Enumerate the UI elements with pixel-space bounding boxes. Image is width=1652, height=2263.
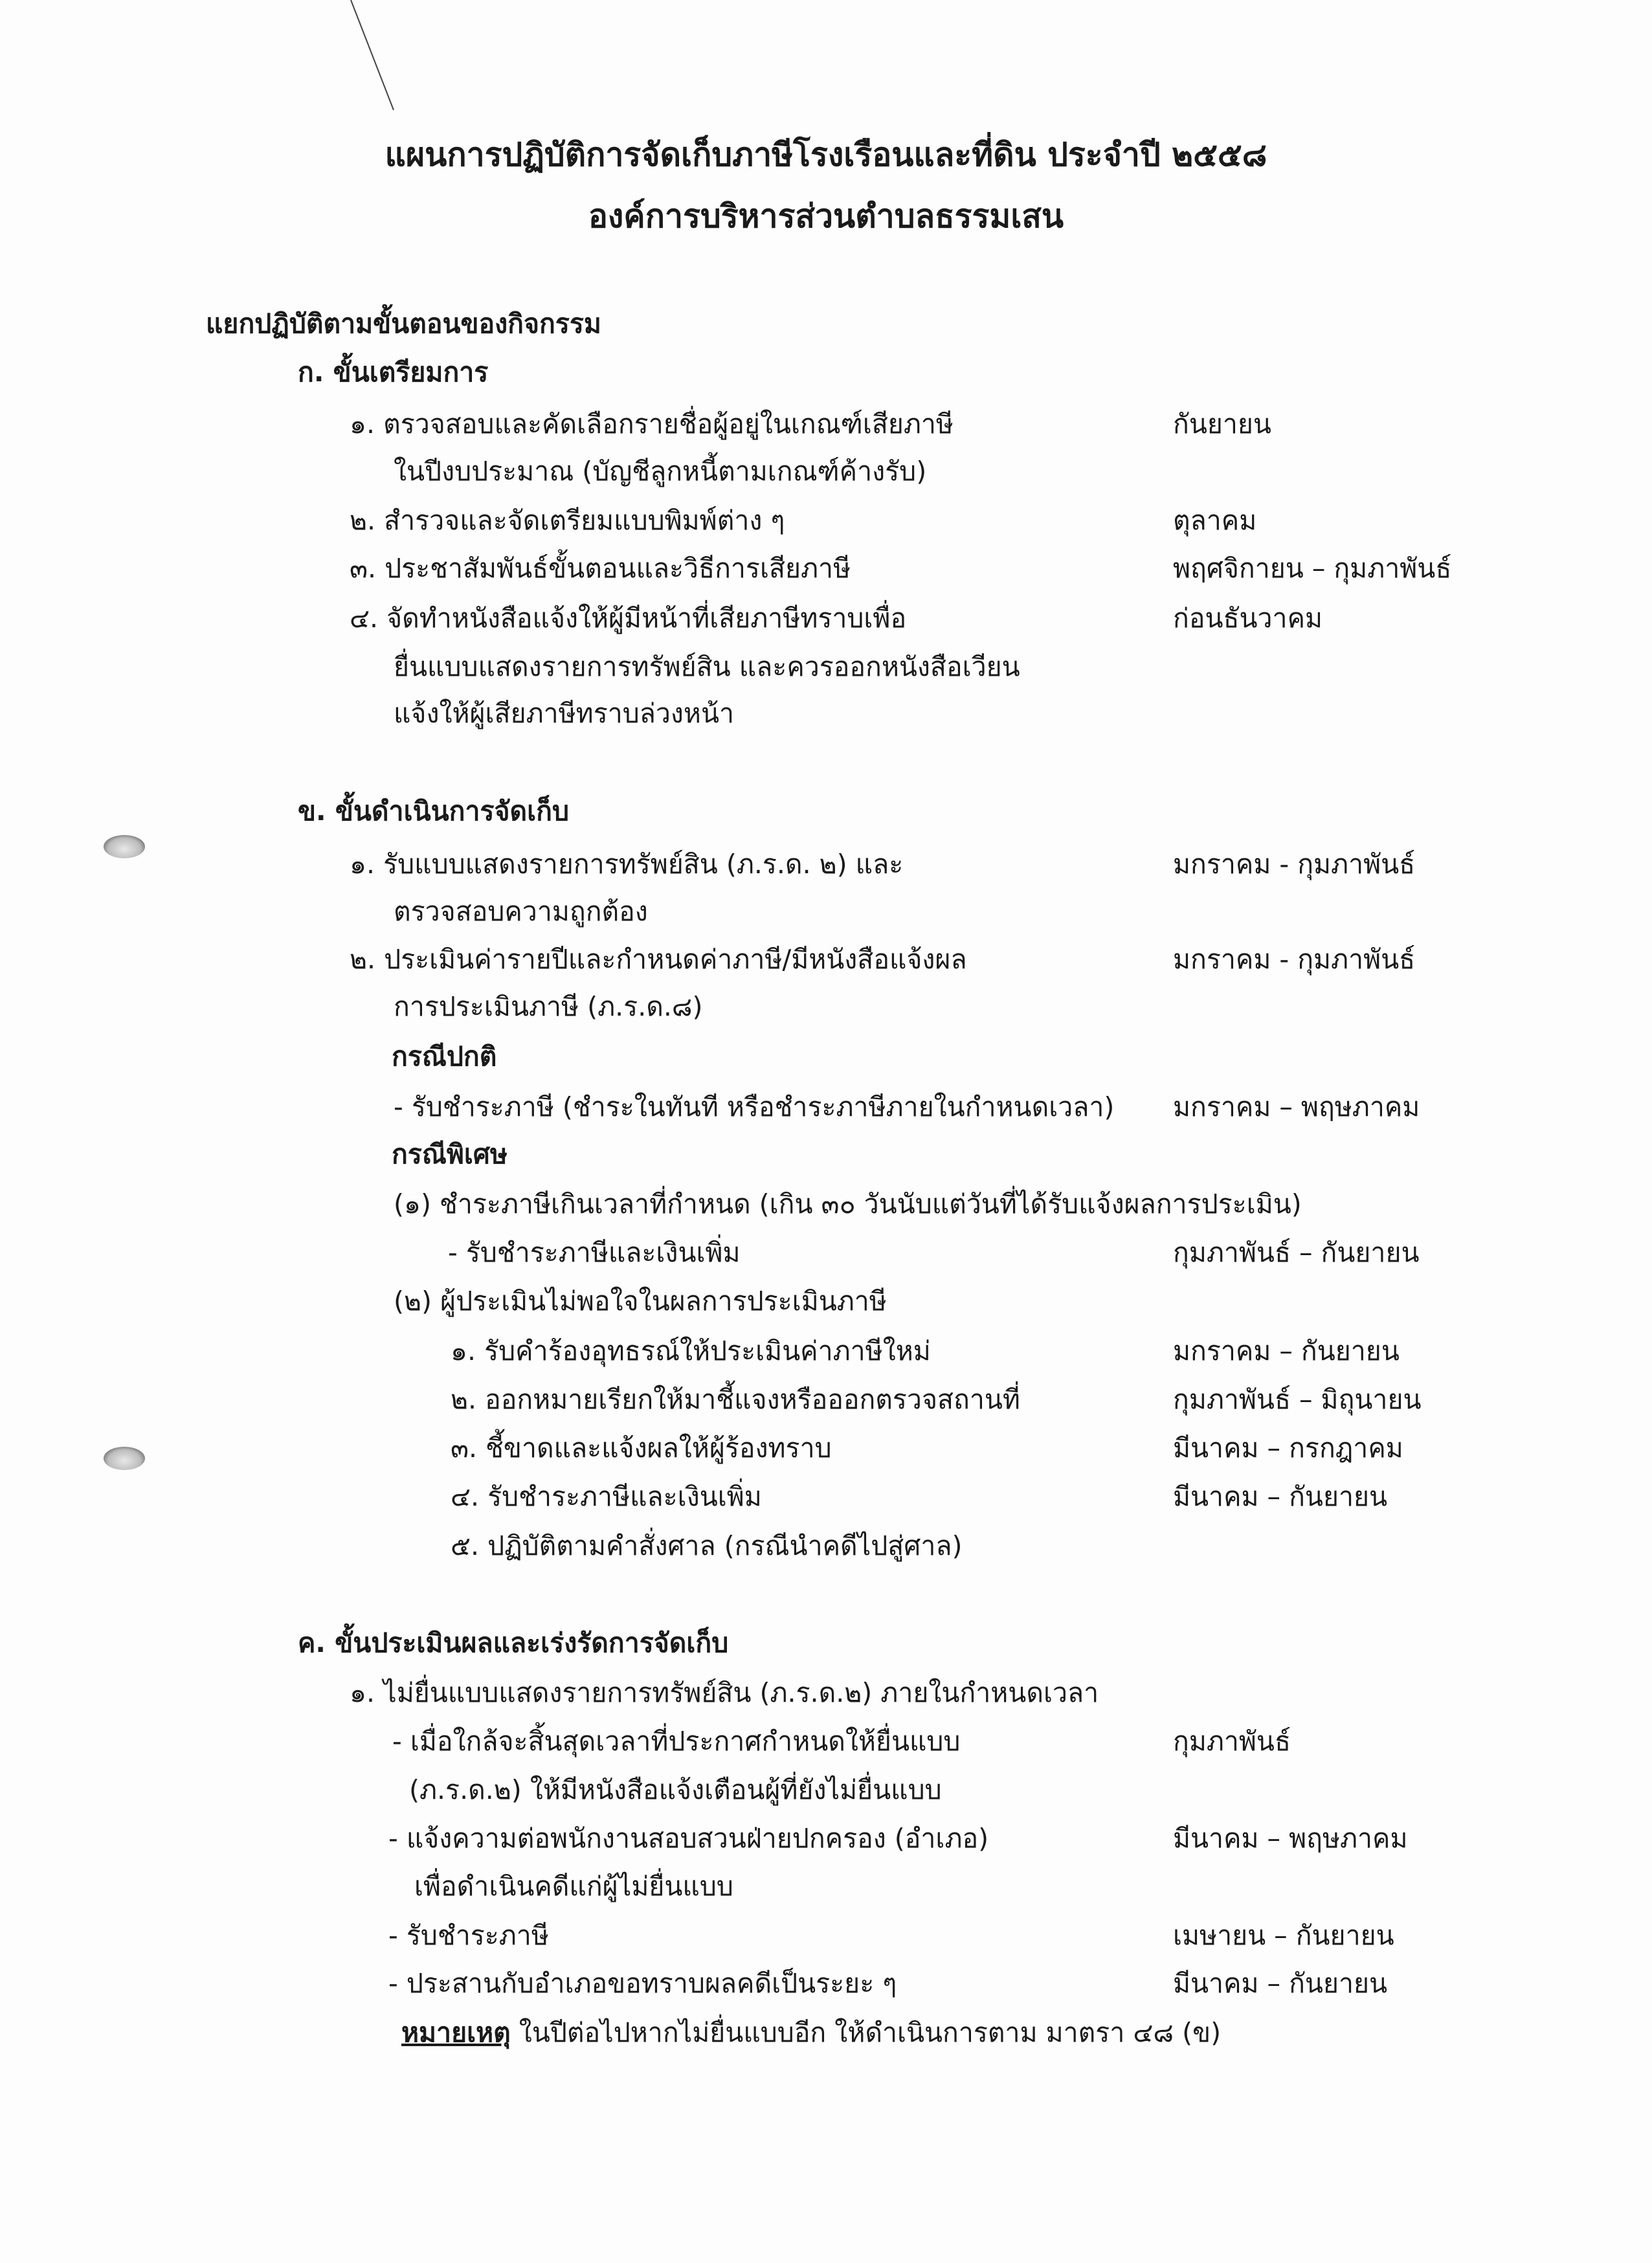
intro-heading: แยกปฏิบัติตามขั้นตอนของกิจกรรม	[206, 308, 601, 339]
section-b-line-month: มีนาคม – กรกฎาคม	[1173, 1432, 1403, 1464]
section-c-line-month: มีนาคม – กันยายน	[1173, 1968, 1388, 1999]
section-b-line-text: - รับชำระภาษีและเงินเพิ่ม	[448, 1237, 741, 1268]
section-b-line-month: มกราคม - กุมภาพันธ์	[1173, 944, 1416, 975]
section-b-line-text: ๑. รับคำร้องอุทธรณ์ให้ประเมินค่าภาษีใหม่	[451, 1335, 931, 1366]
section-b-line-text: (๑) ชำระภาษีเกินเวลาที่กำหนด (เกิน ๓๐ วันนับแต่วันที่ได้รับแจ้งผลการประเมิน)	[394, 1188, 1302, 1220]
section-c-heading: ค. ขั้นประเมินผลและเร่งรัดการจัดเก็บ	[298, 1627, 729, 1658]
section-c-line-text: - รับชำระภาษี	[388, 1920, 549, 1951]
organization-title: องค์การบริหารส่วนตำบลธรรมเสน	[588, 197, 1064, 235]
section-b-line-month: กุมภาพันธ์ – กันยายน	[1173, 1237, 1420, 1268]
section-a-item-month: ก่อนธันวาคม	[1173, 603, 1323, 634]
section-a-item-text: แจ้งให้ผู้เสียภาษีทราบล่วงหน้า	[394, 698, 735, 729]
section-b-line-month: มีนาคม – กันยายน	[1173, 1481, 1388, 1512]
section-a-item-text: ๑. ตรวจสอบและคัดเลือกรายชื่อผู้อยู่ในเกณฑ์เสียภาษี	[350, 408, 954, 440]
section-a-item-text: ๓. ประชาสัมพันธ์ขั้นตอนและวิธีการเสียภาษี	[350, 553, 851, 584]
section-b-line-month: มกราคม – พฤษภาคม	[1173, 1091, 1420, 1122]
note-label: หมายเหตุ	[401, 2017, 511, 2048]
section-a-item-text: ๔. จัดทำหนังสือแจ้งให้ผู้มีหน้าที่เสียภาษีทราบเพื่อ	[350, 603, 907, 634]
section-b-line-text: ๓. ชี้ขาดและแจ้งผลให้ผู้ร้องทราบ	[451, 1432, 832, 1464]
section-a-heading: ก. ขั้นเตรียมการ	[298, 357, 489, 388]
note-text: ในปีต่อไปหากไม่ยื่นแบบอีก ให้ดำเนินการตาม มาตรา ๔๘ (ข)	[510, 2017, 1222, 2048]
section-b-line-text: (๒) ผู้ประเมินไม่พอใจในผลการประเมินภาษี	[394, 1286, 887, 1317]
section-b-line-text: ๒. ออกหมายเรียกให้มาชี้แจงหรือออกตรวจสถานที่	[451, 1384, 1020, 1415]
document-title: แผนการปฏิบัติการจัดเก็บภาษีโรงเรือนและที่ดิน ประจำปี ๒๕๕๘	[385, 136, 1267, 173]
special-case-label: กรณีพิเศษ	[392, 1139, 508, 1170]
section-b-line-text: - รับชำระภาษี (ชำระในทันที หรือชำระภาษีภายในกำหนดเวลา)	[394, 1091, 1115, 1122]
section-b-heading: ข. ขั้นดำเนินการจัดเก็บ	[298, 796, 570, 827]
section-b-line-text: ๑. รับแบบแสดงรายการทรัพย์สิน (ภ.ร.ด. ๒) และ	[350, 849, 904, 880]
section-b-line-text: การประเมินภาษี (ภ.ร.ด.๘)	[394, 991, 703, 1022]
normal-case-label: กรณีปกติ	[392, 1041, 497, 1072]
section-c-line-text: - ประสานกับอำเภอขอทราบผลคดีเป็นระยะ ๆ	[388, 1968, 897, 1999]
section-b-line-text: ๔. รับชำระภาษีและเงินเพิ่ม	[451, 1481, 762, 1512]
section-a-item-month: ตุลาคม	[1173, 505, 1257, 536]
section-c-line-month: กุมภาพันธ์	[1173, 1726, 1291, 1757]
punch-hole-bottom	[104, 1447, 145, 1470]
section-a-item-month: พฤศจิกายน – กุมภาพันธ์	[1173, 553, 1452, 584]
section-b-line-text: ๕. ปฏิบัติตามคำสั่งศาล (กรณีนำคดีไปสู่ศาล)	[451, 1530, 963, 1561]
note-line	[401, 2017, 1222, 2048]
section-a-item-text: ในปีงบประมาณ (บัญชีลูกหนี้ตามเกณฑ์ค้างรับ)	[394, 456, 927, 487]
section-c-line-text: เพื่อดำเนินคดีแก่ผู้ไม่ยื่นแบบ	[414, 1871, 733, 1902]
section-c-line-text: - เมื่อใกล้จะสิ้นสุดเวลาที่ประกาศกำหนดให้ยื่นแบบ	[392, 1726, 961, 1757]
section-c-line-month: มีนาคม – พฤษภาคม	[1173, 1823, 1408, 1854]
section-c-line-month: เมษายน – กันยายน	[1173, 1920, 1394, 1951]
section-c-line-text: - แจ้งความต่อพนักงานสอบสวนฝ่ายปกครอง (อำเภอ)	[388, 1823, 989, 1854]
section-a-item-text: ยื่นแบบแสดงรายการทรัพย์สิน และควรออกหนังสือเวียน	[394, 651, 1020, 682]
section-a-item-text: ๒. สำรวจและจัดเตรียมแบบพิมพ์ต่าง ๆ	[350, 505, 785, 536]
section-b-line-text: ๒. ประเมินค่ารายปีและกำหนดค่าภาษี/มีหนังสือแจ้งผล	[350, 944, 967, 975]
section-b-line-month: กุมภาพันธ์ – มิถุนายน	[1173, 1384, 1422, 1415]
punch-hole-top	[104, 835, 145, 858]
section-c-line-text: ๑. ไม่ยื่นแบบแสดงรายการทรัพย์สิน (ภ.ร.ด.๒) ภายในกำหนดเวลา	[350, 1677, 1099, 1708]
section-b-line-month: มกราคม – กันยายน	[1173, 1335, 1400, 1366]
section-b-line-text: ตรวจสอบความถูกต้อง	[394, 896, 648, 927]
scan-mark-line	[350, 0, 401, 117]
section-b-line-month: มกราคม - กุมภาพันธ์	[1173, 849, 1416, 880]
section-a-item-month: กันยายน	[1173, 408, 1271, 440]
section-c-line-text: (ภ.ร.ด.๒) ให้มีหนังสือแจ้งเตือนผู้ที่ยังไม่ยื่นแบบ	[409, 1774, 942, 1805]
